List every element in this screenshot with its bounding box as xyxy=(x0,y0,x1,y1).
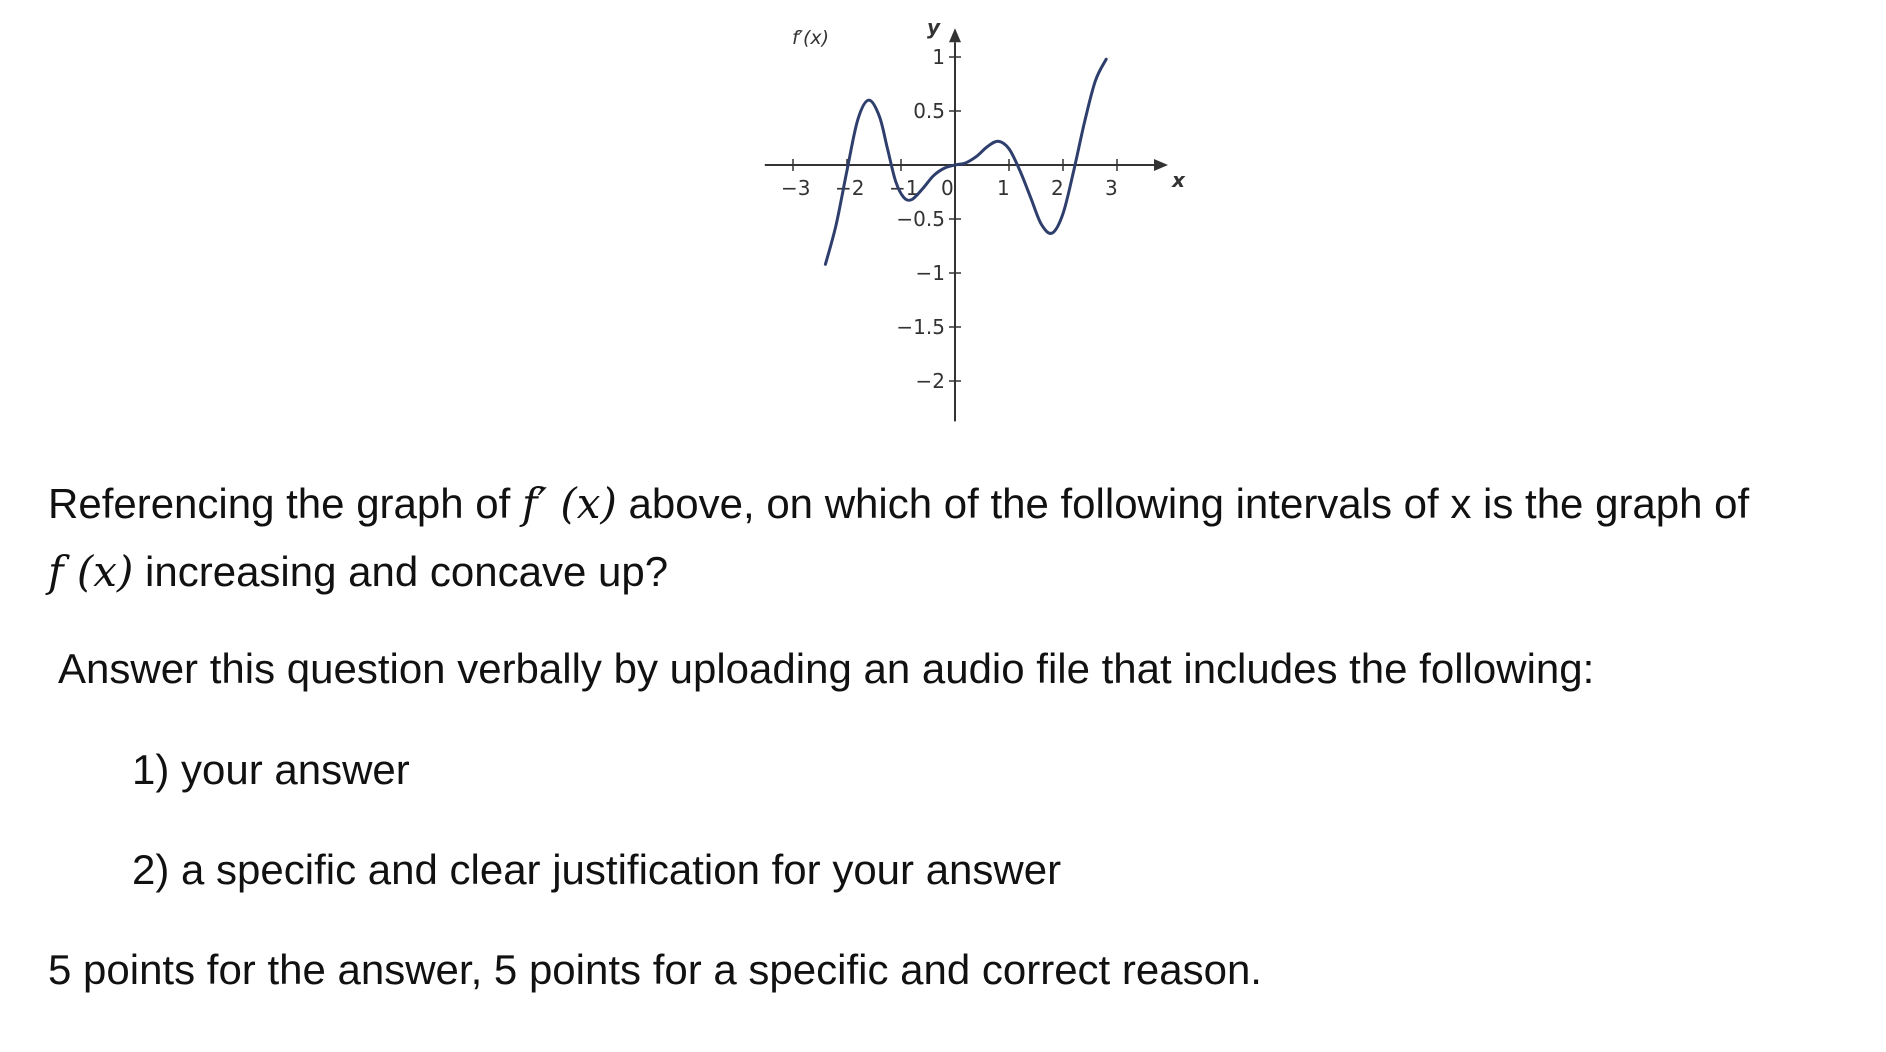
question-line-2 xyxy=(48,540,668,604)
y-tick-label: 0.5 xyxy=(913,99,945,123)
x-tick-label: 0 xyxy=(941,176,954,200)
y-tick-label: −1 xyxy=(915,261,945,285)
question-text-suffix: above, on which of the following intervals of x is the graph of xyxy=(628,480,1750,527)
y-ticks xyxy=(896,45,961,393)
y-axis-label: y xyxy=(927,15,941,40)
x-tick-label: 1 xyxy=(997,176,1010,200)
instruction-item-2: 2) a specific and clear justification for your answer xyxy=(132,846,1062,893)
y-tick-label: −0.5 xyxy=(896,207,945,231)
y-tick-label: −1.5 xyxy=(896,315,945,339)
instructions-lead: Answer this question verbally by uploading an audio file that includes the following: xyxy=(58,645,1595,692)
y-tick-label: −2 xyxy=(915,369,945,393)
derivative-graph xyxy=(0,0,1886,430)
grading-note: 5 points for the answer, 5 points for a specific and correct reason. xyxy=(48,946,1262,993)
question-text-prefix: Referencing the graph of xyxy=(48,480,511,527)
x-tick-label: −1 xyxy=(889,176,919,200)
f-prime-of-x-math: f′ (x) xyxy=(521,479,617,528)
y-axis-arrow xyxy=(949,28,961,42)
y-tick-label: 1 xyxy=(932,45,945,69)
function-label: f′(x) xyxy=(792,27,830,49)
f-prime-curve xyxy=(825,59,1106,264)
f-of-x-math: f (x) xyxy=(48,547,134,596)
x-tick-label: 2 xyxy=(1051,176,1064,200)
x-tick-label: −3 xyxy=(781,176,811,200)
x-axis-label: x xyxy=(1172,168,1185,192)
question-line-2-text: increasing and concave up? xyxy=(145,548,669,595)
x-tick-label: −2 xyxy=(835,176,865,200)
x-axis-arrow xyxy=(1154,159,1168,171)
question-line-1 xyxy=(48,472,1749,536)
x-tick-label: 3 xyxy=(1105,176,1118,200)
instruction-item-1: 1) your answer xyxy=(132,746,410,793)
axes xyxy=(765,15,1186,421)
